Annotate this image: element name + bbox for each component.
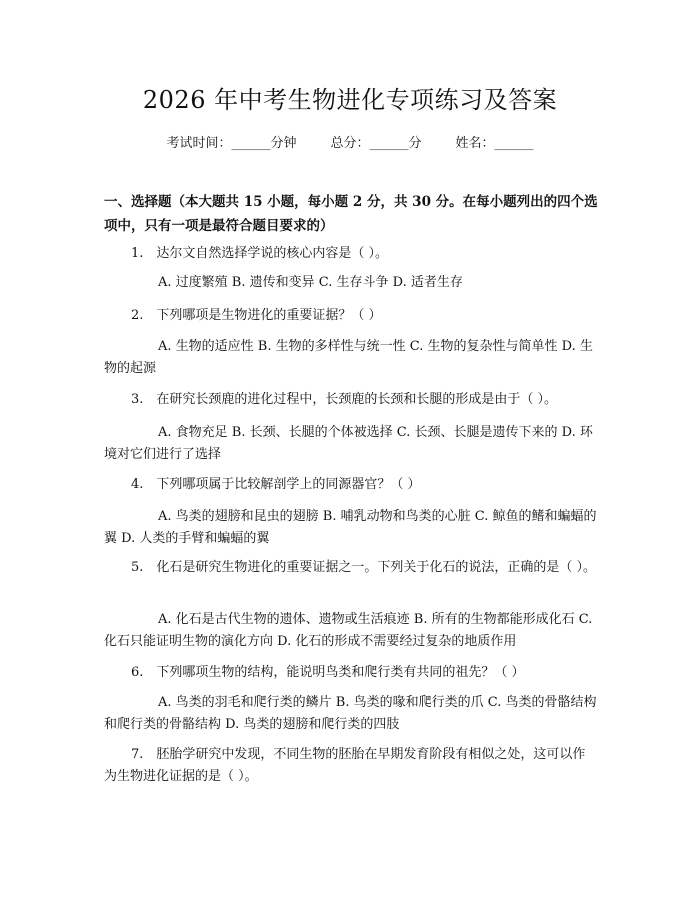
question-stem: 6. 下列哪项生物的结构，能说明鸟类和爬行类有共同的祖先？（ ） (131, 665, 525, 680)
question-stem: 3. 在研究长颈鹿的进化过程中，长颈鹿的长颈和长腿的形成是由于（ ）。 (131, 392, 558, 407)
question-options: A. 过度繁殖 B. 遗传和变异 C. 生存斗争 D. 适者生存 (158, 275, 463, 290)
question-stem: 2. 下列哪项是生物进化的重要证据？（ ） (131, 308, 382, 323)
question-options: A. 化石是古代生物的遗体、遗物或生活痕迹 B. 所有的生物都能形成化石 C. 化石只能证明生物的演化方向 D. 化石的形成不需要经过复杂的地质作用 (104, 612, 593, 649)
question-options: A. 鸟类的羽毛和爬行类的鳞片 B. 鸟类的喙和爬行类的爪 C. 鸟类的骨骼结构和爬行类的骨骼结构 D. 鸟类的翅膀和爬行类的四肢 (104, 695, 597, 732)
question-stem: 4. 下列哪项属于比较解剖学上的同源器官？（ ） (131, 477, 421, 492)
total-score-field: 总分：______分 (330, 136, 422, 151)
student-name-field: 姓名：______ (455, 136, 534, 151)
question-options: A. 鸟类的翅膀和昆虫的翅膀 B. 哺乳动物和鸟类的心脏 C. 鲸鱼的鳍和蝙蝠的翼 D. 人类的手臂和蝙蝠的翼 (104, 509, 597, 546)
section-heading: 一、选择题（本大题共 15 小题，每小题 2 分，共 30 分。在每小题列出的四个选项中，只有一项是最符合题目要求的） (104, 194, 598, 234)
question-options: A. 生物的适应性 B. 生物的多样性与统一性 C. 生物的复杂性与简单性 D. 生物的起源 (104, 339, 593, 376)
question-stem: 7. 胚胎学研究中发现，不同生物的胚胎在早期发育阶段有相似之处，这可以作为生物进化证据的是（ ）。 (104, 747, 586, 784)
question-stem: 5. 化石是研究生物进化的重要证据之一。下列关于化石的说法，正确的是（ ）。 (131, 560, 597, 575)
exam-meta (0, 132, 700, 151)
question-options: A. 食物充足 B. 长颈、长腿的个体被选择 C. 长颈、长腿是遗传下来的 D. 环境对它们进行了选择 (104, 425, 593, 462)
exam-time-field: 考试时间：______分钟 (166, 136, 297, 151)
question-stem: 1. 达尔文自然选择学说的核心内容是（ ）。 (131, 246, 389, 261)
page-title: 2026 年中考生物进化专项练习及答案 (142, 86, 558, 114)
